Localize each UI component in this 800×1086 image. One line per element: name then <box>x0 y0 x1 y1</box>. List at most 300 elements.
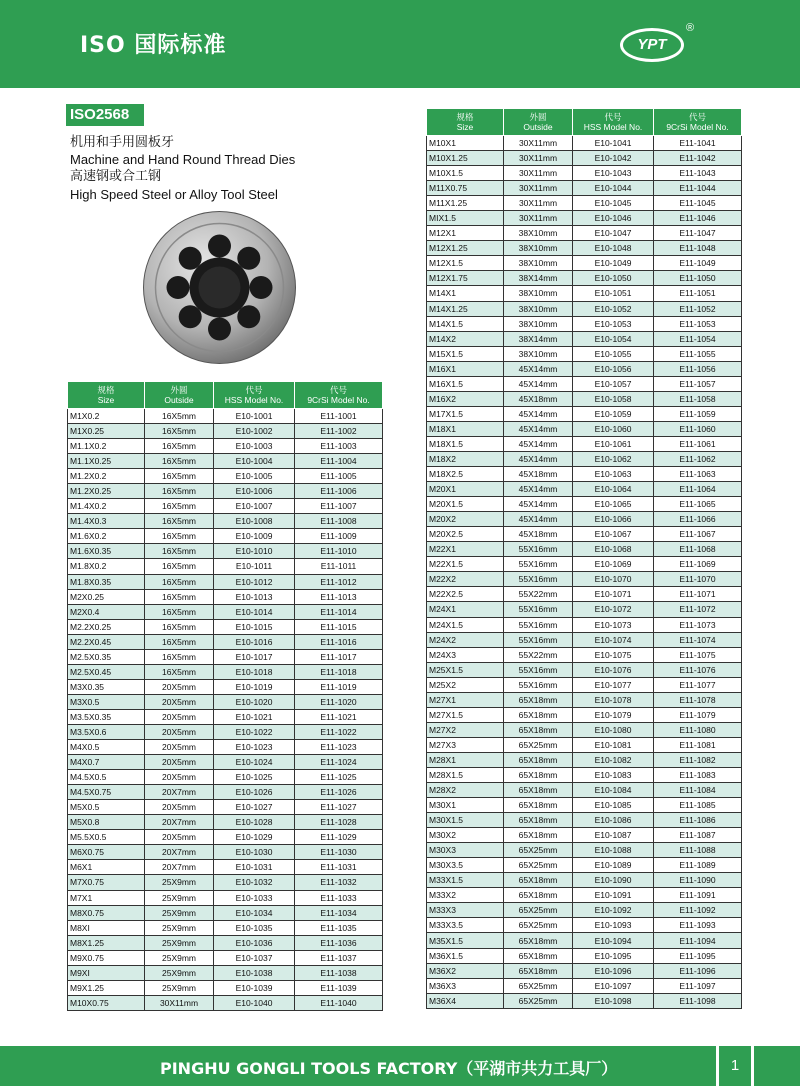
table-row <box>68 800 383 815</box>
outside-cell: 45X14mm <box>504 421 573 436</box>
outside-cell: 38X10mm <box>504 286 573 301</box>
hss-model-cell: E10-1043 <box>573 166 654 181</box>
table-row <box>427 181 742 196</box>
size-cell: M27X3 <box>427 737 504 752</box>
crsi-model-cell: E11-1006 <box>295 484 383 499</box>
outside-cell: 55X16mm <box>504 677 573 692</box>
size-cell: M24X1 <box>427 602 504 617</box>
outside-cell: 16X5mm <box>145 499 214 514</box>
hss-model-cell: E10-1007 <box>214 499 295 514</box>
size-cell: M4.5X0.5 <box>68 770 145 785</box>
size-cell: M6X0.75 <box>68 845 145 860</box>
crsi-model-cell: E11-1065 <box>654 497 742 512</box>
hss-model-cell: E10-1062 <box>573 451 654 466</box>
hss-model-cell: E10-1028 <box>214 815 295 830</box>
hss-model-cell: E10-1068 <box>573 542 654 557</box>
size-cell: M30X2 <box>427 828 504 843</box>
outside-cell: 38X14mm <box>504 331 573 346</box>
crsi-model-cell: E11-1042 <box>654 151 742 166</box>
table-row <box>427 587 742 602</box>
crsi-model-cell: E11-1074 <box>654 632 742 647</box>
outside-cell: 65X25mm <box>504 737 573 752</box>
table-row <box>68 845 383 860</box>
hss-model-cell: E10-1054 <box>573 331 654 346</box>
table-row <box>68 755 383 770</box>
table-row <box>68 409 383 424</box>
table-row <box>427 888 742 903</box>
table-row <box>427 843 742 858</box>
size-cell: M36X1.5 <box>427 948 504 963</box>
crsi-model-cell: E11-1069 <box>654 557 742 572</box>
hss-model-cell: E10-1005 <box>214 469 295 484</box>
crsi-model-cell: E11-1004 <box>295 454 383 469</box>
size-cell: M24X3 <box>427 647 504 662</box>
size-cell: M18X1.5 <box>427 436 504 451</box>
hss-model-cell: E10-1078 <box>573 692 654 707</box>
table-row <box>427 692 742 707</box>
table-row <box>427 436 742 451</box>
table-row <box>427 346 742 361</box>
size-cell: M5.5X0.5 <box>68 830 145 845</box>
table-row <box>68 965 383 980</box>
table-row <box>68 709 383 724</box>
outside-cell: 65X18mm <box>504 813 573 828</box>
table-row <box>427 632 742 647</box>
outside-cell: 30X11mm <box>504 211 573 226</box>
hss-model-cell: E10-1049 <box>573 256 654 271</box>
crsi-model-cell: E11-1008 <box>295 514 383 529</box>
hss-model-cell: E10-1070 <box>573 572 654 587</box>
crsi-model-cell: E11-1048 <box>654 241 742 256</box>
outside-cell: 20X5mm <box>145 755 214 770</box>
table-row <box>427 527 742 542</box>
hss-model-cell: E10-1074 <box>573 632 654 647</box>
size-cell: M1.1X0.25 <box>68 454 145 469</box>
size-cell: M9X0.75 <box>68 950 145 965</box>
crsi-model-cell: E11-1089 <box>654 858 742 873</box>
outside-cell: 65X25mm <box>504 843 573 858</box>
size-cell: M16X2 <box>427 391 504 406</box>
size-cell: M22X2 <box>427 572 504 587</box>
size-cell: M1.6X0.2 <box>68 529 145 544</box>
hss-model-cell: E10-1039 <box>214 980 295 995</box>
table-row <box>68 920 383 935</box>
size-cell: M22X1 <box>427 542 504 557</box>
table-row <box>427 933 742 948</box>
table-row <box>68 980 383 995</box>
crsi-model-cell: E11-1060 <box>654 421 742 436</box>
outside-cell: 25X9mm <box>145 950 214 965</box>
size-cell: M1.4X0.3 <box>68 514 145 529</box>
size-cell: M24X2 <box>427 632 504 647</box>
crsi-model-cell: E11-1039 <box>295 980 383 995</box>
outside-cell: 55X16mm <box>504 572 573 587</box>
crsi-model-cell: E11-1014 <box>295 604 383 619</box>
size-cell: M22X2.5 <box>427 587 504 602</box>
outside-cell: 45X14mm <box>504 451 573 466</box>
outside-cell: 55X16mm <box>504 542 573 557</box>
crsi-model-cell: E11-1086 <box>654 813 742 828</box>
table-row <box>68 815 383 830</box>
hss-model-cell: E10-1089 <box>573 858 654 873</box>
table-row <box>68 544 383 559</box>
table-row <box>427 557 742 572</box>
crsi-model-cell: E11-1041 <box>654 136 742 151</box>
outside-cell: 45X14mm <box>504 361 573 376</box>
outside-cell: 25X9mm <box>145 920 214 935</box>
outside-cell: 16X5mm <box>145 544 214 559</box>
table-row <box>68 499 383 514</box>
crsi-model-cell: E11-1052 <box>654 301 742 316</box>
crsi-model-cell: E11-1007 <box>295 499 383 514</box>
crsi-model-cell: E11-1023 <box>295 740 383 755</box>
size-cell: M7X1 <box>68 890 145 905</box>
size-cell: M16X1.5 <box>427 376 504 391</box>
table-row <box>68 469 383 484</box>
outside-cell: 65X18mm <box>504 963 573 978</box>
size-cell: M28X2 <box>427 783 504 798</box>
table-row <box>427 166 742 181</box>
crsi-model-cell: E11-1072 <box>654 602 742 617</box>
outside-cell: 38X10mm <box>504 316 573 331</box>
table-row <box>68 574 383 589</box>
outside-cell: 20X5mm <box>145 694 214 709</box>
outside-cell: 16X5mm <box>145 664 214 679</box>
table-row <box>427 391 742 406</box>
crsi-model-cell: E11-1084 <box>654 783 742 798</box>
crsi-model-cell: E11-1013 <box>295 589 383 604</box>
crsi-model-cell: E11-1093 <box>654 918 742 933</box>
outside-cell: 45X18mm <box>504 391 573 406</box>
size-cell: M20X1.5 <box>427 497 504 512</box>
table-row <box>427 662 742 677</box>
table-row <box>427 271 742 286</box>
hss-model-cell: E10-1059 <box>573 406 654 421</box>
crsi-model-cell: E11-1096 <box>654 963 742 978</box>
table-row <box>68 619 383 634</box>
hss-model-cell: E10-1032 <box>214 875 295 890</box>
crsi-model-cell: E11-1037 <box>295 950 383 965</box>
hss-model-cell: E10-1041 <box>573 136 654 151</box>
outside-cell: 55X22mm <box>504 587 573 602</box>
outside-cell: 65X18mm <box>504 933 573 948</box>
page-number: 1 <box>719 1046 751 1086</box>
hss-model-cell: E10-1075 <box>573 647 654 662</box>
outside-cell: 65X18mm <box>504 948 573 963</box>
hss-model-cell: E10-1056 <box>573 361 654 376</box>
size-cell: M14X1.5 <box>427 316 504 331</box>
size-cell: M30X3 <box>427 843 504 858</box>
table-row <box>427 948 742 963</box>
table-row <box>427 572 742 587</box>
outside-cell: 65X18mm <box>504 888 573 903</box>
table-row <box>68 785 383 800</box>
hss-model-cell: E10-1051 <box>573 286 654 301</box>
hss-model-cell: E10-1012 <box>214 574 295 589</box>
table-row <box>427 617 742 632</box>
size-cell: M27X1.5 <box>427 707 504 722</box>
crsi-model-cell: E11-1058 <box>654 391 742 406</box>
outside-cell: 25X9mm <box>145 965 214 980</box>
crsi-model-cell: E11-1080 <box>654 722 742 737</box>
hss-model-cell: E10-1077 <box>573 677 654 692</box>
table-row <box>68 694 383 709</box>
header-size: 规格 Size <box>68 382 145 409</box>
crsi-model-cell: E11-1064 <box>654 482 742 497</box>
crsi-model-cell: E11-1050 <box>654 271 742 286</box>
table-row <box>427 783 742 798</box>
outside-cell: 25X9mm <box>145 890 214 905</box>
table-row <box>427 602 742 617</box>
crsi-model-cell: E11-1022 <box>295 724 383 739</box>
table-row <box>427 647 742 662</box>
size-cell: M1.6X0.35 <box>68 544 145 559</box>
hss-model-cell: E10-1093 <box>573 918 654 933</box>
table-row <box>68 514 383 529</box>
outside-cell: 65X25mm <box>504 903 573 918</box>
size-cell: M14X1.25 <box>427 301 504 316</box>
table-row <box>68 664 383 679</box>
outside-cell: 16X5mm <box>145 409 214 424</box>
size-cell: M25X1.5 <box>427 662 504 677</box>
hss-model-cell: E10-1022 <box>214 724 295 739</box>
outside-cell: 16X5mm <box>145 634 214 649</box>
outside-cell: 16X5mm <box>145 454 214 469</box>
crsi-model-cell: E11-1098 <box>654 993 742 1008</box>
size-cell: M18X2.5 <box>427 467 504 482</box>
size-cell: M4X0.5 <box>68 740 145 755</box>
hss-model-cell: E10-1096 <box>573 963 654 978</box>
crsi-model-cell: E11-1026 <box>295 785 383 800</box>
table-row <box>427 256 742 271</box>
hss-model-cell: E10-1061 <box>573 436 654 451</box>
table-row <box>68 740 383 755</box>
hss-model-cell: E10-1009 <box>214 529 295 544</box>
hss-model-cell: E10-1029 <box>214 830 295 845</box>
size-cell: M14X1 <box>427 286 504 301</box>
table-row <box>427 406 742 421</box>
size-cell: M2.2X0.45 <box>68 634 145 649</box>
product-name-en: Machine and Hand Round Thread Dies <box>70 152 296 167</box>
size-cell: M8X1.25 <box>68 935 145 950</box>
crsi-model-cell: E11-1016 <box>295 634 383 649</box>
crsi-model-cell: E11-1035 <box>295 920 383 935</box>
size-cell: M2.2X0.25 <box>68 619 145 634</box>
crsi-model-cell: E11-1085 <box>654 798 742 813</box>
crsi-model-cell: E11-1092 <box>654 903 742 918</box>
crsi-model-cell: E11-1081 <box>654 737 742 752</box>
crsi-model-cell: E11-1075 <box>654 647 742 662</box>
table-row <box>427 421 742 436</box>
outside-cell: 16X5mm <box>145 559 214 574</box>
outside-cell: 16X5mm <box>145 649 214 664</box>
crsi-model-cell: E11-1076 <box>654 662 742 677</box>
hss-model-cell: E10-1038 <box>214 965 295 980</box>
outside-cell: 55X16mm <box>504 602 573 617</box>
hss-model-cell: E10-1055 <box>573 346 654 361</box>
size-cell: M10X0.75 <box>68 995 145 1010</box>
table-row <box>427 451 742 466</box>
outside-cell: 38X10mm <box>504 301 573 316</box>
size-cell: M4X0.7 <box>68 755 145 770</box>
left-spec-table <box>67 381 383 1011</box>
outside-cell: 55X16mm <box>504 557 573 572</box>
outside-cell: 45X14mm <box>504 497 573 512</box>
hss-model-cell: E10-1082 <box>573 752 654 767</box>
crsi-model-cell: E11-1021 <box>295 709 383 724</box>
outside-cell: 55X22mm <box>504 647 573 662</box>
outside-cell: 16X5mm <box>145 484 214 499</box>
product-name-cn: 机用和手用圆板牙 <box>70 135 175 150</box>
crsi-model-cell: E11-1020 <box>295 694 383 709</box>
table-row <box>427 813 742 828</box>
crsi-model-cell: E11-1011 <box>295 559 383 574</box>
table-row <box>427 858 742 873</box>
table-row <box>427 993 742 1008</box>
size-cell: M8X0.75 <box>68 905 145 920</box>
hss-model-cell: E10-1034 <box>214 905 295 920</box>
table-row <box>68 454 383 469</box>
table-row <box>68 634 383 649</box>
crsi-model-cell: E11-1059 <box>654 406 742 421</box>
size-cell: M14X2 <box>427 331 504 346</box>
crsi-model-cell: E11-1066 <box>654 512 742 527</box>
outside-cell: 30X11mm <box>504 136 573 151</box>
size-cell: M33X3.5 <box>427 918 504 933</box>
crsi-model-cell: E11-1018 <box>295 664 383 679</box>
table-row <box>427 873 742 888</box>
hss-model-cell: E10-1013 <box>214 589 295 604</box>
size-cell: M12X1 <box>427 226 504 241</box>
size-cell: M27X1 <box>427 692 504 707</box>
size-cell: M22X1.5 <box>427 557 504 572</box>
hss-model-cell: E10-1018 <box>214 664 295 679</box>
crsi-model-cell: E11-1078 <box>654 692 742 707</box>
crsi-model-cell: E11-1012 <box>295 574 383 589</box>
hss-model-cell: E10-1088 <box>573 843 654 858</box>
header-size: 规格 Size <box>427 109 504 136</box>
size-cell: M2.5X0.35 <box>68 649 145 664</box>
hss-model-cell: E10-1048 <box>573 241 654 256</box>
hss-model-cell: E10-1033 <box>214 890 295 905</box>
table-row <box>427 918 742 933</box>
hss-model-cell: E10-1003 <box>214 439 295 454</box>
outside-cell: 65X18mm <box>504 873 573 888</box>
hss-model-cell: E10-1063 <box>573 467 654 482</box>
hss-model-cell: E10-1011 <box>214 559 295 574</box>
size-cell: M24X1.5 <box>427 617 504 632</box>
size-cell: M16X1 <box>427 361 504 376</box>
outside-cell: 45X14mm <box>504 512 573 527</box>
size-cell: M1X0.2 <box>68 409 145 424</box>
size-cell: M36X4 <box>427 993 504 1008</box>
table-row <box>427 286 742 301</box>
size-cell: M20X2 <box>427 512 504 527</box>
crsi-model-cell: E11-1005 <box>295 469 383 484</box>
table-row <box>68 860 383 875</box>
outside-cell: 65X18mm <box>504 722 573 737</box>
hss-model-cell: E10-1094 <box>573 933 654 948</box>
size-cell: M5X0.5 <box>68 800 145 815</box>
outside-cell: 20X7mm <box>145 785 214 800</box>
size-cell: M15X1.5 <box>427 346 504 361</box>
crsi-model-cell: E11-1003 <box>295 439 383 454</box>
hss-model-cell: E10-1073 <box>573 617 654 632</box>
crsi-model-cell: E11-1019 <box>295 679 383 694</box>
hss-model-cell: E10-1015 <box>214 619 295 634</box>
outside-cell: 20X5mm <box>145 770 214 785</box>
crsi-model-cell: E11-1028 <box>295 815 383 830</box>
outside-cell: 20X5mm <box>145 679 214 694</box>
table-row <box>68 559 383 574</box>
crsi-model-cell: E11-1024 <box>295 755 383 770</box>
hss-model-cell: E10-1010 <box>214 544 295 559</box>
outside-cell: 38X10mm <box>504 241 573 256</box>
outside-cell: 25X9mm <box>145 875 214 890</box>
hss-model-cell: E10-1045 <box>573 196 654 211</box>
size-cell: M18X2 <box>427 451 504 466</box>
size-cell: M3.5X0.35 <box>68 709 145 724</box>
crsi-model-cell: E11-1027 <box>295 800 383 815</box>
table-row <box>68 770 383 785</box>
hss-model-cell: E10-1026 <box>214 785 295 800</box>
outside-cell: 20X5mm <box>145 709 214 724</box>
table-row <box>427 798 742 813</box>
header-9crsi: 代号 9CrSi Model No. <box>295 382 383 409</box>
table-row <box>427 376 742 391</box>
hss-model-cell: E10-1076 <box>573 662 654 677</box>
outside-cell: 20X5mm <box>145 724 214 739</box>
size-cell: M12X1.75 <box>427 271 504 286</box>
size-cell: M1.8X0.35 <box>68 574 145 589</box>
crsi-model-cell: E11-1079 <box>654 707 742 722</box>
hss-model-cell: E10-1006 <box>214 484 295 499</box>
hss-model-cell: E10-1050 <box>573 271 654 286</box>
outside-cell: 25X9mm <box>145 980 214 995</box>
hss-model-cell: E10-1044 <box>573 181 654 196</box>
crsi-model-cell: E11-1038 <box>295 965 383 980</box>
crsi-model-cell: E11-1083 <box>654 767 742 782</box>
crsi-model-cell: E11-1057 <box>654 376 742 391</box>
outside-cell: 65X18mm <box>504 707 573 722</box>
crsi-model-cell: E11-1017 <box>295 649 383 664</box>
hss-model-cell: E10-1035 <box>214 920 295 935</box>
size-cell: M30X1.5 <box>427 813 504 828</box>
hss-model-cell: E10-1057 <box>573 376 654 391</box>
table-row <box>68 890 383 905</box>
size-cell: M30X1 <box>427 798 504 813</box>
outside-cell: 20X5mm <box>145 740 214 755</box>
table-row <box>427 241 742 256</box>
outside-cell: 45X14mm <box>504 376 573 391</box>
crsi-model-cell: E11-1055 <box>654 346 742 361</box>
size-cell: M1.2X0.2 <box>68 469 145 484</box>
hss-model-cell: E10-1052 <box>573 301 654 316</box>
crsi-model-cell: E11-1025 <box>295 770 383 785</box>
size-cell: M30X3.5 <box>427 858 504 873</box>
hss-model-cell: E10-1098 <box>573 993 654 1008</box>
hss-model-cell: E10-1065 <box>573 497 654 512</box>
crsi-model-cell: E11-1087 <box>654 828 742 843</box>
table-row <box>427 978 742 993</box>
size-cell: M5X0.8 <box>68 815 145 830</box>
crsi-model-cell: E11-1063 <box>654 467 742 482</box>
outside-cell: 16X5mm <box>145 529 214 544</box>
outside-cell: 65X18mm <box>504 828 573 843</box>
crsi-model-cell: E11-1031 <box>295 860 383 875</box>
crsi-model-cell: E11-1033 <box>295 890 383 905</box>
outside-cell: 45X14mm <box>504 436 573 451</box>
